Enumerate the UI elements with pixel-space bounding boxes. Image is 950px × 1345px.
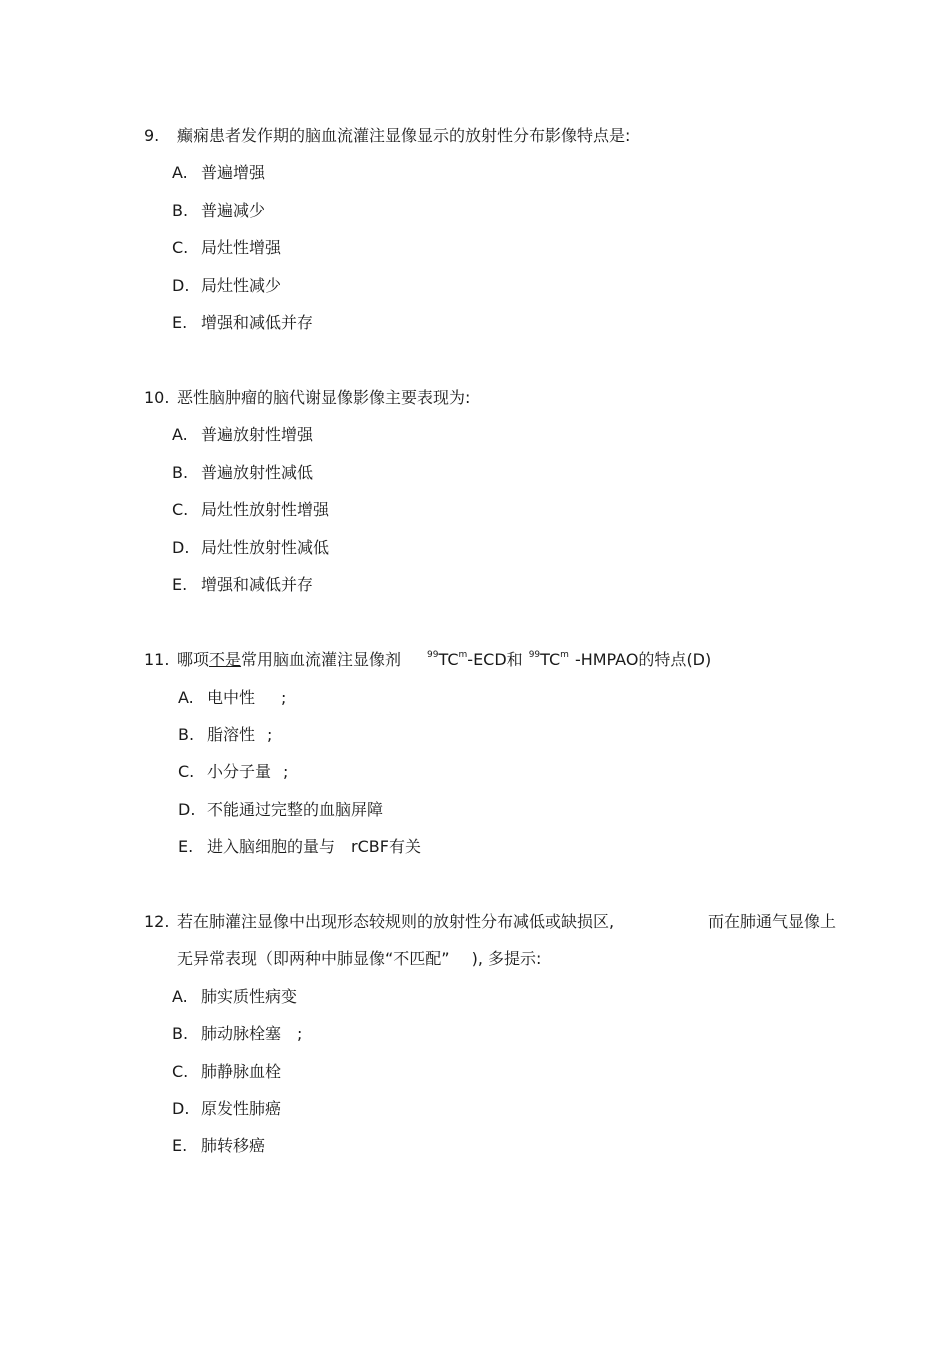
option-text: 局灶性增强 — [201, 238, 282, 257]
option-letter: E. — [172, 313, 188, 332]
superscript: 99 — [427, 650, 439, 660]
question-10-stem — [144, 388, 470, 408]
option-letter: B. — [172, 201, 189, 220]
question-text-part: TC — [540, 650, 561, 669]
question-number: 11. — [144, 650, 170, 669]
option-12b — [172, 1024, 302, 1044]
question-12-stem-right — [708, 912, 836, 932]
option-text: 肺转移癌 — [201, 1136, 266, 1155]
option-text: 局灶性减少 — [201, 276, 282, 295]
question-text-part: TC — [438, 650, 459, 669]
option-letter: C. — [172, 1062, 189, 1081]
question-text: 若在肺灌注显像中出现形态较规则的放射性分布减低或缺损区, — [177, 912, 615, 931]
question-12-stem — [144, 912, 614, 932]
option-12d — [172, 1099, 281, 1119]
option-9b — [172, 201, 265, 221]
option-text: 普遍减少 — [201, 201, 266, 220]
question-text: 癫痫患者发作期的脑血流灌注显像显示的放射性分布影像特点是: — [177, 126, 631, 145]
option-10c — [172, 500, 329, 520]
option-text: 普遍放射性增强 — [201, 425, 314, 444]
option-9e — [172, 313, 313, 333]
option-text: 肺静脉血栓 — [201, 1062, 282, 1081]
option-11c — [178, 762, 288, 782]
option-letter: A. — [178, 688, 194, 707]
option-text: 普遍增强 — [201, 163, 266, 182]
option-letter: C. — [172, 500, 189, 519]
option-letter: E. — [172, 575, 188, 594]
option-text: 原发性肺癌 — [201, 1099, 282, 1118]
question-text: 而在肺通气显像上 — [708, 912, 837, 931]
option-suffix: rCBF有关 — [351, 837, 421, 856]
question-text-part: -ECD和 — [467, 650, 523, 669]
option-11d — [178, 800, 383, 820]
question-text: ), 多提示: — [471, 949, 542, 968]
option-10a — [172, 425, 313, 445]
option-letter: A. — [172, 987, 188, 1006]
option-9d — [172, 276, 281, 296]
option-letter: A. — [172, 425, 188, 444]
option-text: 肺实质性病变 — [201, 987, 298, 1006]
question-11-stem — [144, 650, 711, 673]
option-text: 脂溶性 — [207, 725, 256, 744]
option-12e — [172, 1136, 265, 1156]
option-text: 增强和减低并存 — [201, 313, 314, 332]
option-suffix: ; — [281, 688, 287, 707]
option-letter: D. — [178, 800, 196, 819]
underlined-text: 不是 — [209, 650, 242, 669]
option-12c — [172, 1062, 281, 1082]
option-text: 电中性 — [207, 688, 256, 707]
option-text: 进入脑细胞的量与 — [207, 837, 336, 856]
option-letter: B. — [172, 463, 189, 482]
option-text: 局灶性放射性增强 — [201, 500, 330, 519]
option-10d — [172, 538, 329, 558]
superscript: 99 — [528, 650, 541, 660]
option-text: 局灶性放射性减低 — [201, 538, 330, 557]
option-text: 肺动脉栓塞 — [201, 1024, 282, 1043]
question-text-part: 常用脑血流灌注显像剂 — [241, 650, 402, 669]
question-number: 12. — [144, 912, 170, 931]
option-12a — [172, 987, 297, 1007]
option-text: 不能通过完整的血脑屏障 — [207, 800, 384, 819]
option-10e — [172, 575, 313, 595]
superscript: m — [458, 650, 468, 660]
option-letter: E. — [172, 1136, 188, 1155]
question-text-part: 哪项 — [177, 650, 210, 669]
option-suffix: ; — [283, 762, 289, 781]
option-text: 小分子量 — [207, 762, 272, 781]
option-letter: C. — [172, 238, 189, 257]
option-11b — [178, 725, 272, 745]
question-text: 恶性脑肿瘤的脑代谢显像影像主要表现为: — [177, 388, 471, 407]
option-letter: D. — [172, 538, 190, 557]
option-suffix: ; — [297, 1024, 303, 1043]
option-letter: D. — [172, 276, 190, 295]
option-suffix: ; — [267, 725, 273, 744]
option-11e — [178, 837, 421, 857]
option-text: 普遍放射性减低 — [201, 463, 314, 482]
question-text-part: -HMPAO的特点 — [574, 650, 687, 669]
option-11a — [178, 688, 286, 708]
option-10b — [172, 463, 313, 483]
superscript: m — [560, 650, 569, 660]
answer-key: (D) — [686, 650, 712, 669]
option-letter: C. — [178, 762, 195, 781]
option-letter: A. — [172, 163, 188, 182]
option-letter: B. — [172, 1024, 189, 1043]
option-letter: E. — [178, 837, 194, 856]
question-text: 无异常表现（即两种中肺显像“不匹配” — [177, 949, 450, 968]
question-number: 10. — [144, 388, 170, 407]
option-letter: B. — [178, 725, 195, 744]
option-letter: D. — [172, 1099, 190, 1118]
question-12-stem-line2 — [177, 949, 541, 969]
option-9a — [172, 163, 265, 183]
question-9-stem — [144, 126, 630, 146]
question-number: 9. — [144, 126, 160, 145]
option-text: 增强和减低并存 — [201, 575, 314, 594]
option-9c — [172, 238, 281, 258]
